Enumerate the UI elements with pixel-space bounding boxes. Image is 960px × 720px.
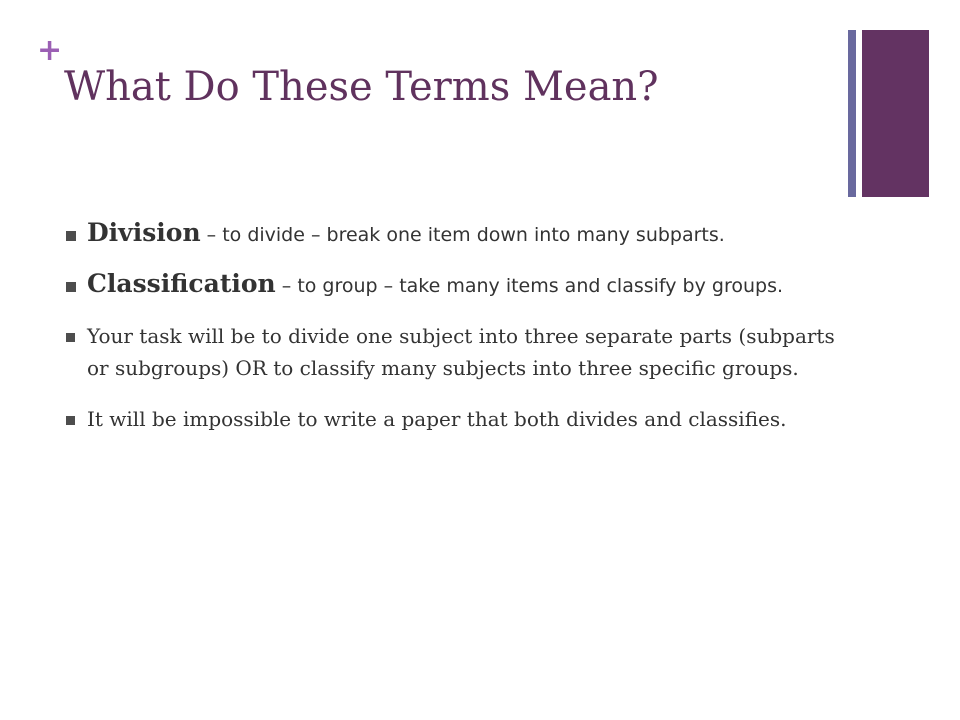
slide-title: What Do These Terms Mean? (64, 64, 659, 110)
definition-classification: – to group – take many items and classify by groups. (275, 275, 784, 297)
bullet-classification (66, 269, 836, 301)
bullet-task (66, 320, 836, 384)
bullet-square-icon (66, 282, 76, 292)
bullet-impossible (66, 403, 836, 435)
bullet-square-icon (66, 416, 75, 425)
bullet-square-icon (66, 231, 76, 241)
bullet-division (66, 218, 836, 250)
term-classification: Classification (87, 269, 276, 298)
plus-icon: + (37, 33, 63, 68)
bullet-impossible-text: It will be impossible to write a paper that both divides and classifies. (87, 407, 787, 431)
accent-bar-thick (862, 30, 929, 197)
bullet-square-icon (66, 333, 75, 342)
accent-bar-thin (848, 30, 856, 197)
term-division: Division (87, 218, 201, 247)
bullet-task-text: Your task will be to divide one subject into three separate parts (subparts or subgroups) OR to classify many subjects into three specific groups. (87, 324, 835, 380)
bullet-list (66, 218, 836, 454)
definition-division: – to divide – break one item down into many subparts. (200, 224, 725, 246)
